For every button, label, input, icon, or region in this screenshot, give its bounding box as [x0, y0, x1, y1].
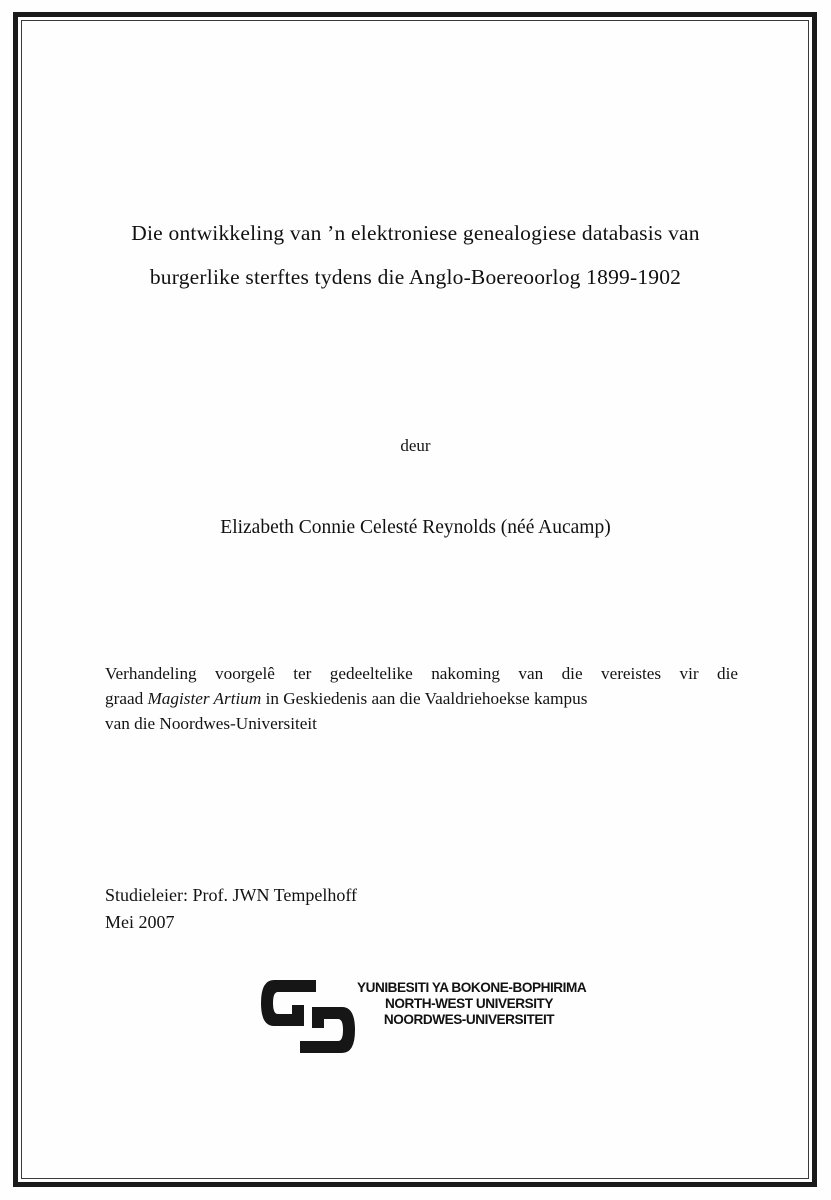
supervisor-block: [105, 882, 357, 936]
submission-line1: Verhandeling voorgelê ter gedeeltelike nakoming van die vereistes vir die: [105, 664, 738, 683]
logo-text-line2: NORTH-WEST UNIVERSITY: [384, 996, 554, 1012]
submission-line2-pre: graad: [105, 689, 148, 708]
submission-statement: [105, 661, 738, 736]
submission-line2: [105, 686, 738, 711]
author-name: Elizabeth Connie Celesté Reynolds (néé Aucamp): [220, 517, 611, 538]
logo-text-line1: YUNIBESITI YA BOKONE-BOPHIRIMA: [357, 980, 587, 995]
thesis-title-line1: Die ontwikkeling van ’n elektroniese genealogiese databasis van: [131, 221, 700, 245]
date-line: Mei 2007: [105, 912, 175, 932]
nwu-logo-mark-icon: [258, 977, 358, 1056]
supervisor-line: Studieleier: Prof. JWN Tempelhoff: [105, 885, 358, 905]
university-logo-text: [357, 980, 587, 1029]
logo-text-line3: NOORDWES-UNIVERSITEIT: [383, 1012, 555, 1028]
thesis-title-line2: burgerlike sterftes tydens die Anglo-Boereoorlog 1899-1902: [149, 265, 682, 289]
submission-line3: van die Noordwes-Universiteit: [105, 714, 317, 733]
university-logo: [258, 977, 588, 1059]
thesis-title: [60, 211, 771, 299]
degree-name: Magister Artium: [147, 689, 262, 708]
submission-line2-post: in Geskiedenis aan die Vaaldriehoekse kampus: [261, 689, 588, 708]
byline-label: deur: [400, 436, 431, 455]
